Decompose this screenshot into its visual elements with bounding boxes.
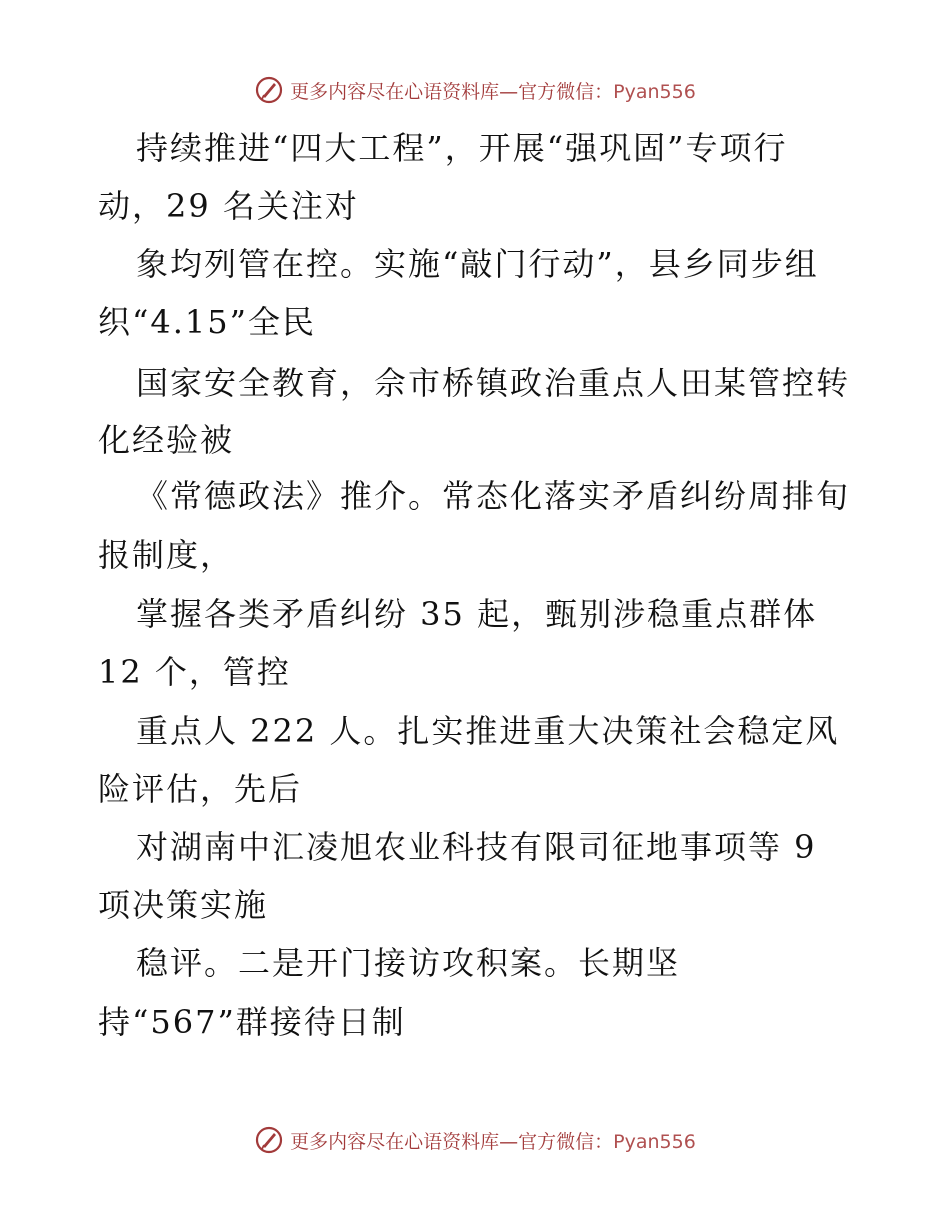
feather-pen-logo-icon (254, 75, 284, 105)
footer-banner-text (290, 1127, 696, 1154)
text-line: 织“4.15”全民 (98, 303, 316, 341)
text-line: 掌握各类矛盾纠纷 35 起，甄别涉稳重点群体 (136, 595, 818, 633)
text-line: 稳评。二是开门接访攻积案。长期坚 (136, 944, 681, 982)
text-line: 象均列管在控。实施“敲门行动”，县乡同步组 (136, 245, 819, 283)
banner-label: 更多内容尽在心语资料库—官方微信： (290, 1130, 614, 1153)
feather-pen-logo-icon (254, 1125, 284, 1155)
wechat-id: Pyan556 (613, 80, 696, 103)
footer-banner (0, 1120, 950, 1160)
text-line: 持续推进“四大工程”，开展“强巩固”专项行 (136, 129, 788, 167)
wechat-id: Pyan556 (613, 1130, 696, 1153)
text-line: 《常德政法》推介。常态化落实矛盾纠纷周排旬 (136, 477, 851, 515)
text-line: 12 个，管控 (98, 653, 291, 691)
text-line: 国家安全教育，佘市桥镇政治重点人田某管控转 (136, 364, 851, 402)
banner-label: 更多内容尽在心语资料库—官方微信： (290, 80, 614, 103)
header-banner-text (290, 77, 696, 104)
text-line: 动，29 名关注对 (98, 187, 359, 225)
text-line: 项决策实施 (98, 886, 269, 924)
text-line: 持“567”群接待日制 (98, 1003, 406, 1041)
text-line: 重点人 222 人。扎实推进重大决策社会稳定风 (136, 712, 840, 750)
text-line: 报制度， (98, 536, 235, 574)
text-line: 对湖南中汇凌旭农业科技有限司征地事项等 9 (136, 828, 817, 866)
text-line: 险评估，先后 (98, 770, 303, 808)
text-line: 化经验被 (98, 421, 235, 459)
header-banner (0, 70, 950, 110)
